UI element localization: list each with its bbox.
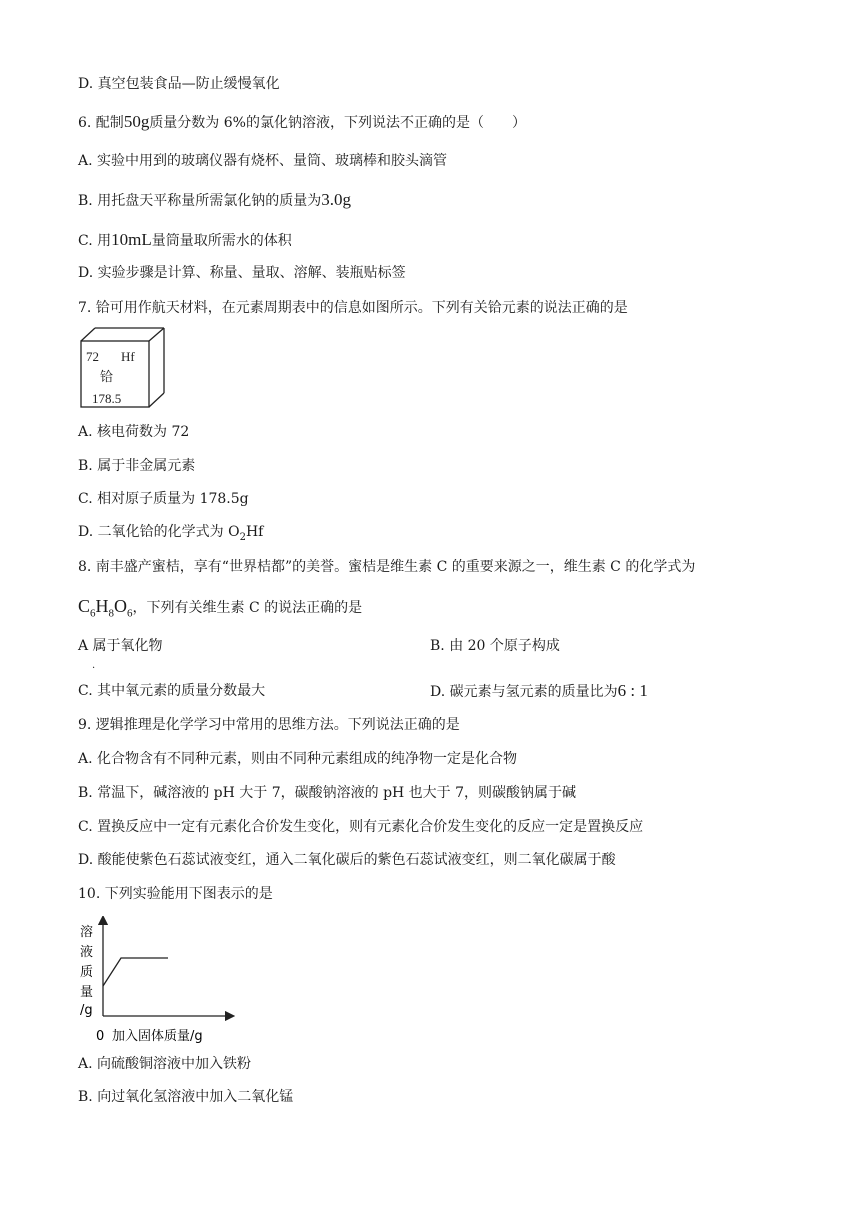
formula-h: H — [95, 596, 109, 616]
element-name: 铪 — [100, 370, 114, 385]
q7-option-d-pre: D. 二氧化铪的化学式为 O — [78, 524, 240, 540]
q8-option-c: C. 其中氧元素的质量分数最大 — [78, 683, 266, 699]
q6-option-b-value: 3.0g — [321, 190, 351, 209]
q6-stem-amount: 50g — [123, 112, 150, 131]
element-atomic-mass: 178.5 — [92, 391, 122, 406]
q8-stem-line2 — [78, 596, 362, 624]
formula-c-sub: 6 — [90, 607, 96, 620]
q9-stem: 9. 逻辑推理是化学学习中常用的思维方法。下列说法正确的是 — [78, 717, 460, 733]
y-label-char-4: 量 — [80, 985, 94, 1000]
q8-option-a: A 属于氧化物 — [78, 638, 163, 654]
q8-option-b: B. 由 20 个原子构成 — [430, 638, 560, 654]
q7-option-b: B. 属于非金属元素 — [78, 458, 196, 474]
q8-option-d — [430, 681, 648, 702]
q10-option-b: B. 向过氧化氢溶液中加入二氧化锰 — [78, 1089, 294, 1105]
q10-option-a: A. 向硫酸铜溶液中加入铁粉 — [78, 1056, 252, 1072]
q8-stem-line2-post: ，下列有关维生素 C 的说法正确的是 — [132, 600, 363, 616]
q8-option-d-ratio: 6 : 1 — [617, 681, 648, 700]
q8-option-d-pre: D. 碳元素与氢元素的质量比为 — [430, 684, 618, 700]
q10-stem: 10. 下列实验能用下图表示的是 — [78, 886, 273, 902]
q6-option-c — [78, 230, 292, 251]
formula-o: O — [114, 596, 128, 616]
q7-option-d — [78, 522, 263, 548]
q6-stem-pre: 6. 配制 — [78, 115, 124, 131]
graph-curve — [103, 958, 168, 986]
q9-option-b: B. 常温下，碱溶液的 pH 大于 7，碳酸钠溶液的 pH 也大于 7，则碳酸钠属于碱 — [78, 785, 577, 801]
element-tile-figure — [78, 325, 170, 411]
q5-option-d: D. 真空包装食品—防止缓慢氧化 — [78, 76, 280, 92]
q6-option-b — [78, 190, 351, 211]
q6-option-c-pre: C. 用 — [78, 233, 112, 249]
formula-h-sub: 8 — [108, 607, 115, 620]
graph-origin-label: 0 — [96, 1029, 105, 1044]
q8-stem-line1: 8. 南丰盛产蜜桔，享有“世界桔都”的美誉。蜜桔是维生素 C 的重要来源之一，维生素 C 的化学式为 — [78, 559, 696, 575]
q7-option-d-post: Hf — [245, 524, 264, 540]
q7-option-c: C. 相对原子质量为 178.5g — [78, 491, 249, 507]
y-label-char-3: 质 — [80, 965, 94, 980]
q6-option-a: A. 实验中用到的玻璃仪器有烧杯、量筒、玻璃棒和胶头滴管 — [78, 153, 448, 169]
q9-option-c: C. 置换反应中一定有元素化合价发生变化，则有元素化合价发生变化的反应一定是置换反应 — [78, 819, 644, 835]
element-symbol: Hf — [121, 349, 135, 364]
formula-o-sub: 6 — [127, 607, 133, 620]
q9-option-d: D. 酸能使紫色石蕊试液变红，通入二氧化碳后的紫色石蕊试液变红，则二氧化碳属于酸 — [78, 852, 616, 868]
q6-stem — [78, 112, 526, 133]
element-atomic-number: 72 — [86, 349, 99, 364]
q7-option-a: A. 核电荷数为 72 — [78, 424, 190, 440]
q6-option-c-post: 量筒量取所需水的体积 — [151, 233, 292, 249]
q8-option-a-dot: . — [92, 660, 96, 671]
q6-option-c-value: 10mL — [111, 230, 152, 249]
y-label-unit: /g — [80, 1003, 93, 1018]
q7-stem: 7. 铪可用作航天材料，在元素周期表中的信息如图所示。下列有关铪元素的说法正确的是 — [78, 300, 628, 316]
vitamin-c-formula — [78, 596, 133, 620]
formula-c: C — [78, 596, 91, 616]
q6-option-b-text: B. 用托盘天平称量所需氯化钠的质量为 — [78, 193, 322, 209]
q6-stem-post: 质量分数为 6%的氯化钠溶液，下列说法不正确的是（ ） — [149, 115, 526, 131]
y-label-char-1: 溶 — [80, 925, 94, 940]
y-label-char-2: 液 — [80, 945, 94, 960]
x-axis-label: 加入固体质量/g — [112, 1029, 203, 1044]
q10-graph — [76, 916, 236, 1048]
q9-option-a: A. 化合物含有不同种元素，则由不同种元素组成的纯净物一定是化合物 — [78, 751, 518, 767]
q6-option-d: D. 实验步骤是计算、称量、量取、溶解、装瓶贴标签 — [78, 265, 406, 281]
q7-option-d-sub: 2 — [239, 531, 246, 543]
